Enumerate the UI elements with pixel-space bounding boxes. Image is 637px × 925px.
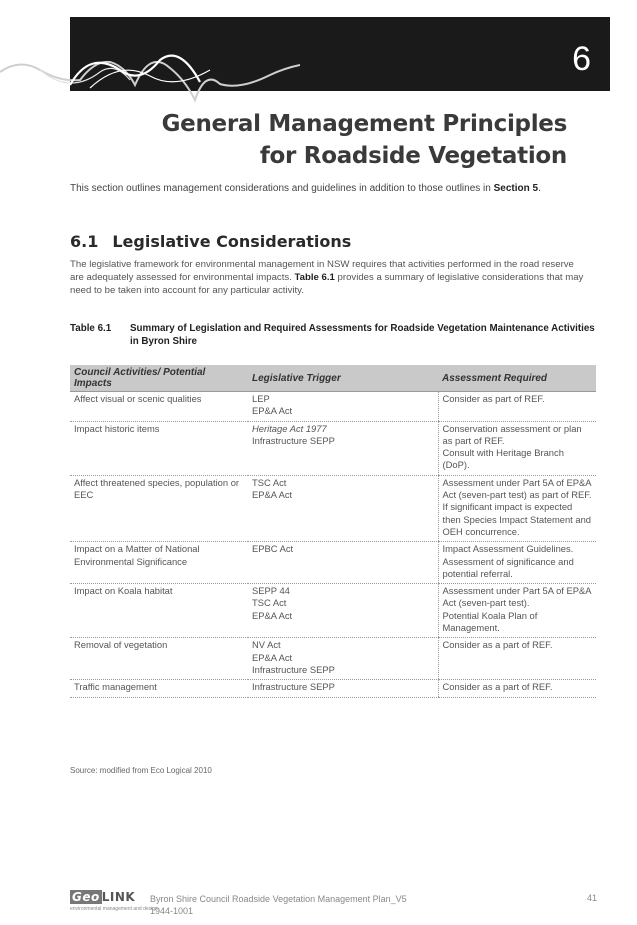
assessment-item: Potential Koala Plan of Management. <box>442 609 538 634</box>
wave-decoration-icon <box>0 40 300 110</box>
assessment-cell <box>438 638 596 680</box>
header-trigger: Legislative Trigger <box>248 365 438 392</box>
table-row <box>70 542 596 584</box>
trigger-cell <box>248 475 438 541</box>
logo-link: LINK <box>101 890 136 904</box>
trigger-cell <box>248 638 438 680</box>
body-table-ref[interactable]: Table 6.1 <box>294 272 335 283</box>
assessment-cell <box>438 475 596 541</box>
assessment-cell <box>438 680 596 697</box>
assessment-cell <box>438 392 596 422</box>
table-row <box>70 475 596 541</box>
trigger-item: TSC Act <box>252 476 287 488</box>
assessment-item: Impact Assessment Guidelines. <box>442 543 574 555</box>
table-header-row <box>70 365 596 392</box>
trigger-item: EP&A Act <box>252 609 293 621</box>
impact-cell: Impact on a Matter of National Environmental Significance <box>70 542 248 584</box>
assessment-item: Assessment under Part 5A of EP&A Act (seven-part test) as part of REF. If significant impact is expected then Species Impact Statement and OEH concurrence. <box>442 476 592 537</box>
trigger-item: Infrastructure SEPP <box>252 434 335 446</box>
intro-text: This section outlines management considerations and guidelines in addition to those outlines in <box>70 183 494 194</box>
trigger-item: NV Act <box>252 639 281 651</box>
trigger-item: Infrastructure SEPP <box>252 681 335 693</box>
assessment-item: Consider as a part of REF. <box>442 639 553 651</box>
trigger-item: EP&A Act <box>252 489 293 501</box>
trigger-item: EP&A Act <box>252 651 293 663</box>
assessment-item: Consider as a part of REF. <box>442 681 553 693</box>
trigger-cell <box>248 584 438 638</box>
legislation-table <box>70 365 596 698</box>
trigger-item: Infrastructure SEPP <box>252 663 335 675</box>
assessment-item: Consult with Heritage Branch (DoP). <box>442 447 564 471</box>
table-caption <box>70 322 600 348</box>
table-row <box>70 584 596 638</box>
impact-cell: Traffic management <box>70 680 248 697</box>
footer-doc-number: 1944-1001 <box>150 906 194 916</box>
intro-end: . <box>538 183 541 194</box>
title-line-1: General Management Principles <box>161 111 567 137</box>
page-title <box>162 108 567 172</box>
table-row <box>70 680 596 697</box>
section-heading <box>70 232 351 251</box>
geolink-logo <box>70 890 135 904</box>
table-caption-number: Table 6.1 <box>70 323 112 334</box>
trigger-cell <box>248 421 438 475</box>
assessment-cell <box>438 421 596 475</box>
table-source-note: Source: modified from Eco Logical 2010 <box>70 766 212 775</box>
logo-geo: Geo <box>72 890 100 904</box>
impact-cell: Impact on Koala habitat <box>70 584 248 638</box>
assessment-item: Consider as part of REF. <box>442 393 545 404</box>
impact-cell: Affect threatened species, population or EEC <box>70 475 248 541</box>
trigger-item: EPBC Act <box>252 543 294 555</box>
trigger-cell <box>248 680 438 697</box>
trigger-item: LEP <box>252 393 270 404</box>
trigger-item: SEPP 44 <box>252 585 290 597</box>
intro-paragraph <box>70 183 541 194</box>
header-assessment: Assessment Required <box>438 365 596 392</box>
trigger-cell <box>248 542 438 584</box>
footer-doc-title: Byron Shire Council Roadside Vegetation Management Plan_V5 <box>150 894 407 904</box>
impact-cell: Impact historic items <box>70 421 248 475</box>
body-part-2: provides a summary of legislative considerations that may need to be taken into account for any particular activity. <box>70 272 584 296</box>
header-impacts: Council Activities/ Potential Impacts <box>70 365 248 392</box>
page-number: 41 <box>586 893 597 903</box>
body-paragraph <box>70 258 590 297</box>
assessment-item: Conservation assessment or plan as part of REF. <box>442 422 582 446</box>
body-part-1: The legislative framework for environmental management in NSW requires that activities performed in the road reserve are adequately assessed for environmental impacts. <box>70 259 574 283</box>
assessment-cell <box>438 584 596 638</box>
table-row <box>70 392 596 422</box>
assessment-item: Assessment under Part 5A of EP&A Act (seven-part test). <box>442 585 592 609</box>
table-caption-text: Summary of Legislation and Required Assessments for Roadside Vegetation Maintenance Activities in Byron Shire <box>130 323 595 347</box>
impact-cell: Removal of vegetation <box>70 638 248 680</box>
impact-cell: Affect visual or scenic qualities <box>70 392 248 422</box>
title-line-2: for Roadside Vegetation <box>259 143 567 169</box>
trigger-item: EP&A Act <box>252 405 293 417</box>
section-title: Legislative Considerations <box>112 232 352 251</box>
section-number: 6.1 <box>70 232 99 251</box>
trigger-item: TSC Act <box>252 597 287 609</box>
assessment-cell <box>438 542 596 584</box>
intro-section-ref[interactable]: Section 5 <box>493 183 539 194</box>
footer-doc-info <box>150 893 407 917</box>
table-row <box>70 421 596 475</box>
table-row <box>70 638 596 680</box>
assessment-item: Assessment of significance and potential referral. <box>442 555 574 579</box>
trigger-cell <box>248 392 438 422</box>
trigger-item: Heritage Act 1977 <box>252 422 327 434</box>
logo-tagline: environmental management and design <box>70 906 158 912</box>
chapter-number: 6 <box>572 40 591 78</box>
